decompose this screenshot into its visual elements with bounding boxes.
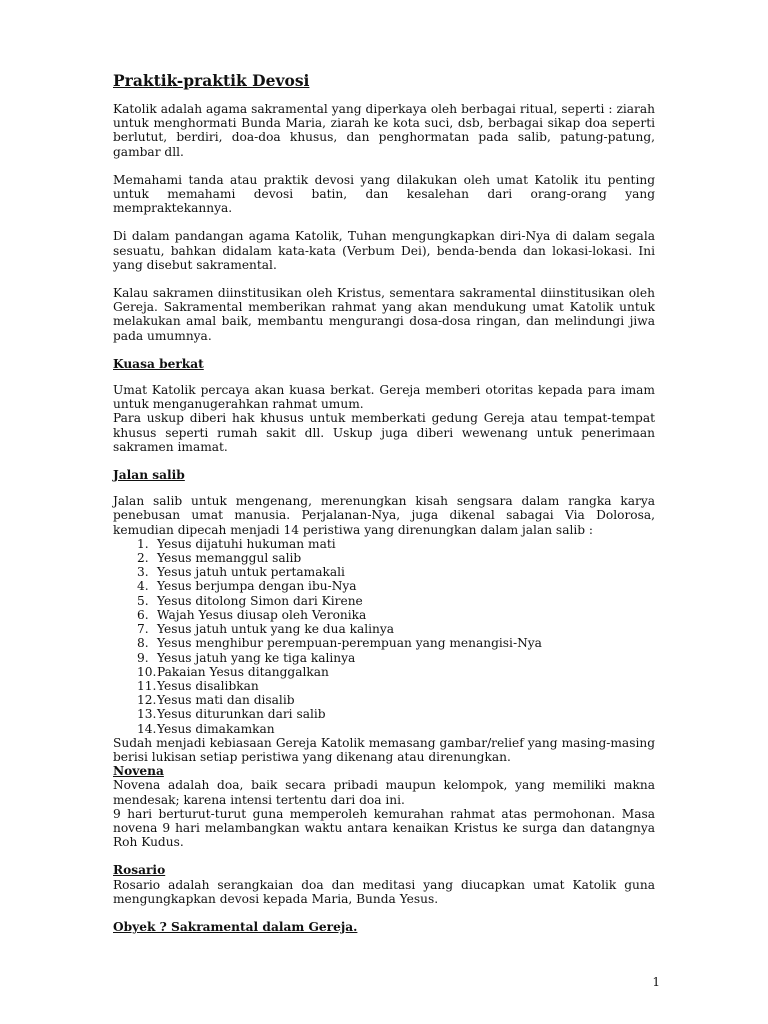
rosario-heading: Rosario	[113, 863, 166, 878]
station-item	[137, 665, 655, 679]
station-text: Wajah Yesus diusap oleh Veronika	[157, 607, 367, 622]
document-title: Praktik-praktik Devosi	[113, 71, 310, 90]
station-text: Yesus berjumpa dengan ibu-Nya	[157, 579, 357, 594]
station-number: 12.	[137, 693, 157, 708]
station-text: Yesus dimakamkan	[157, 721, 275, 736]
station-text: Yesus jatuh untuk pertamakali	[157, 565, 345, 580]
page-number: 1	[652, 975, 660, 989]
station-number: 11.	[137, 678, 157, 693]
station-number: 9.	[137, 650, 149, 665]
document-page	[113, 72, 655, 946]
station-number: 13.	[137, 707, 157, 722]
station-item	[137, 722, 655, 736]
kuasa-berkat-paragraph-2: Para uskup diberi hak khusus untuk memberkati gedung Gereja atau tempat-tempat khusus seperti rumah sakit dll. Uskup juga diberi wewenang untuk penerimaan sakramen imamat.	[113, 411, 655, 454]
kuasa-berkat-heading: Kuasa berkat	[113, 356, 204, 371]
station-text: Yesus ditolong Simon dari Kirene	[157, 593, 363, 608]
station-item	[137, 579, 655, 593]
stations-list	[113, 537, 655, 736]
jalan-salib-heading: Jalan salib	[113, 468, 185, 483]
station-number: 1.	[137, 536, 149, 551]
station-text: Yesus disalibkan	[157, 678, 259, 693]
station-text: Yesus memanggul salib	[157, 551, 302, 566]
novena-paragraph-2: 9 hari berturut-turut guna memperoleh kemurahan rahmat atas permohonan. Masa novena 9 hari melambangkan waktu antara kenaikan Kristus ke surga dan datangnya Roh Kudus.	[113, 806, 655, 850]
station-text: Yesus jatuh untuk yang ke dua kalinya	[157, 622, 395, 637]
station-item	[137, 537, 655, 551]
station-number: 5.	[137, 593, 149, 608]
station-text: Yesus diturunkan dari salib	[157, 707, 326, 722]
station-item	[137, 594, 655, 608]
station-number: 6.	[137, 607, 149, 622]
station-item	[137, 636, 655, 650]
station-number: 4.	[137, 579, 149, 594]
station-item	[137, 551, 655, 565]
novena-heading: Novena	[113, 764, 164, 779]
station-text: Pakaian Yesus ditanggalkan	[157, 664, 329, 679]
station-text: Yesus mati dan disalib	[157, 693, 295, 708]
station-item	[137, 707, 655, 721]
station-item	[137, 622, 655, 636]
station-item	[137, 608, 655, 622]
intro-paragraph-3: Di dalam pandangan agama Katolik, Tuhan mengungkapkan diri-Nya di dalam segala sesuatu, bahkan didalam kata-kata (Verbum Dei), benda-benda dan lokasi-lokasi. Ini yang disebut sakramental.	[113, 229, 655, 272]
jalan-salib-closing: Sudah menjadi kebiasaan Gereja Katolik memasang gambar/relief yang masing-masing berisi lukisan setiap peristiwa yang dikenang atau direnungkan.	[113, 735, 655, 764]
station-number: 8.	[137, 636, 149, 651]
jalan-salib-intro: Jalan salib untuk mengenang, merenungkan kisah sengsara dalam rangka karya penebusan umat manusia. Perjalanan-Nya, juga dikenal sabagai Via Dolorosa, kemudian dipecah menjadi 14 peristiwa yang direnungkan dalam jalan salib :	[113, 494, 655, 537]
station-text: Yesus jatuh yang ke tiga kalinya	[157, 650, 356, 665]
station-text: Yesus dijatuhi hukuman mati	[157, 536, 336, 551]
rosario-paragraph: Rosario adalah serangkaian doa dan meditasi yang diucapkan umat Katolik guna mengungkapkan devosi kepada Maria, Bunda Yesus.	[113, 877, 655, 906]
station-item	[137, 565, 655, 579]
station-number: 14.	[137, 721, 157, 736]
novena-paragraph-1: Novena adalah doa, baik secara pribadi maupun kelompok, yang memiliki makna mendesak; karena intensi tertentu dari doa ini.	[113, 778, 655, 807]
station-item	[137, 693, 655, 707]
intro-paragraph-4: Kalau sakramen diinstitusikan oleh Kristus, sementara sakramental diinstitusikan oleh Gereja. Sakramental memberikan rahmat yang akan mendukung umat Katolik untuk melakukan amal baik, membantu mengurangi dosa-dosa ringan, dan melindungi jiwa pada umumnya.	[113, 286, 655, 343]
station-item	[137, 651, 655, 665]
kuasa-berkat-paragraph-1: Umat Katolik percaya akan kuasa berkat. Gereja memberi otoritas kepada para imam untuk menganugerahkan rahmat umum.	[113, 383, 655, 412]
station-number: 2.	[137, 551, 149, 566]
station-number: 3.	[137, 565, 149, 580]
obyek-heading: Obyek ? Sakramental dalam Gereja.	[113, 919, 358, 934]
intro-paragraph-1: Katolik adalah agama sakramental yang diperkaya oleh berbagai ritual, seperti : ziarah untuk menghormati Bunda Maria, ziarah ke kota suci, dsb, berbagai sikap doa seperti berlutut, berdiri, doa-doa khusus, dan penghormatan pada salib, patung-patung, gambar dll.	[113, 102, 655, 159]
station-number: 10.	[137, 664, 157, 679]
station-number: 7.	[137, 622, 149, 637]
station-item	[137, 679, 655, 693]
intro-paragraph-2: Memahami tanda atau praktik devosi yang dilakukan oleh umat Katolik itu penting untuk memahami devosi batin, dan kesalehan dari orang-orang yang mempraktekannya.	[113, 172, 655, 216]
station-text: Yesus menghibur perempuan-perempuan yang menangisi-Nya	[157, 636, 542, 651]
